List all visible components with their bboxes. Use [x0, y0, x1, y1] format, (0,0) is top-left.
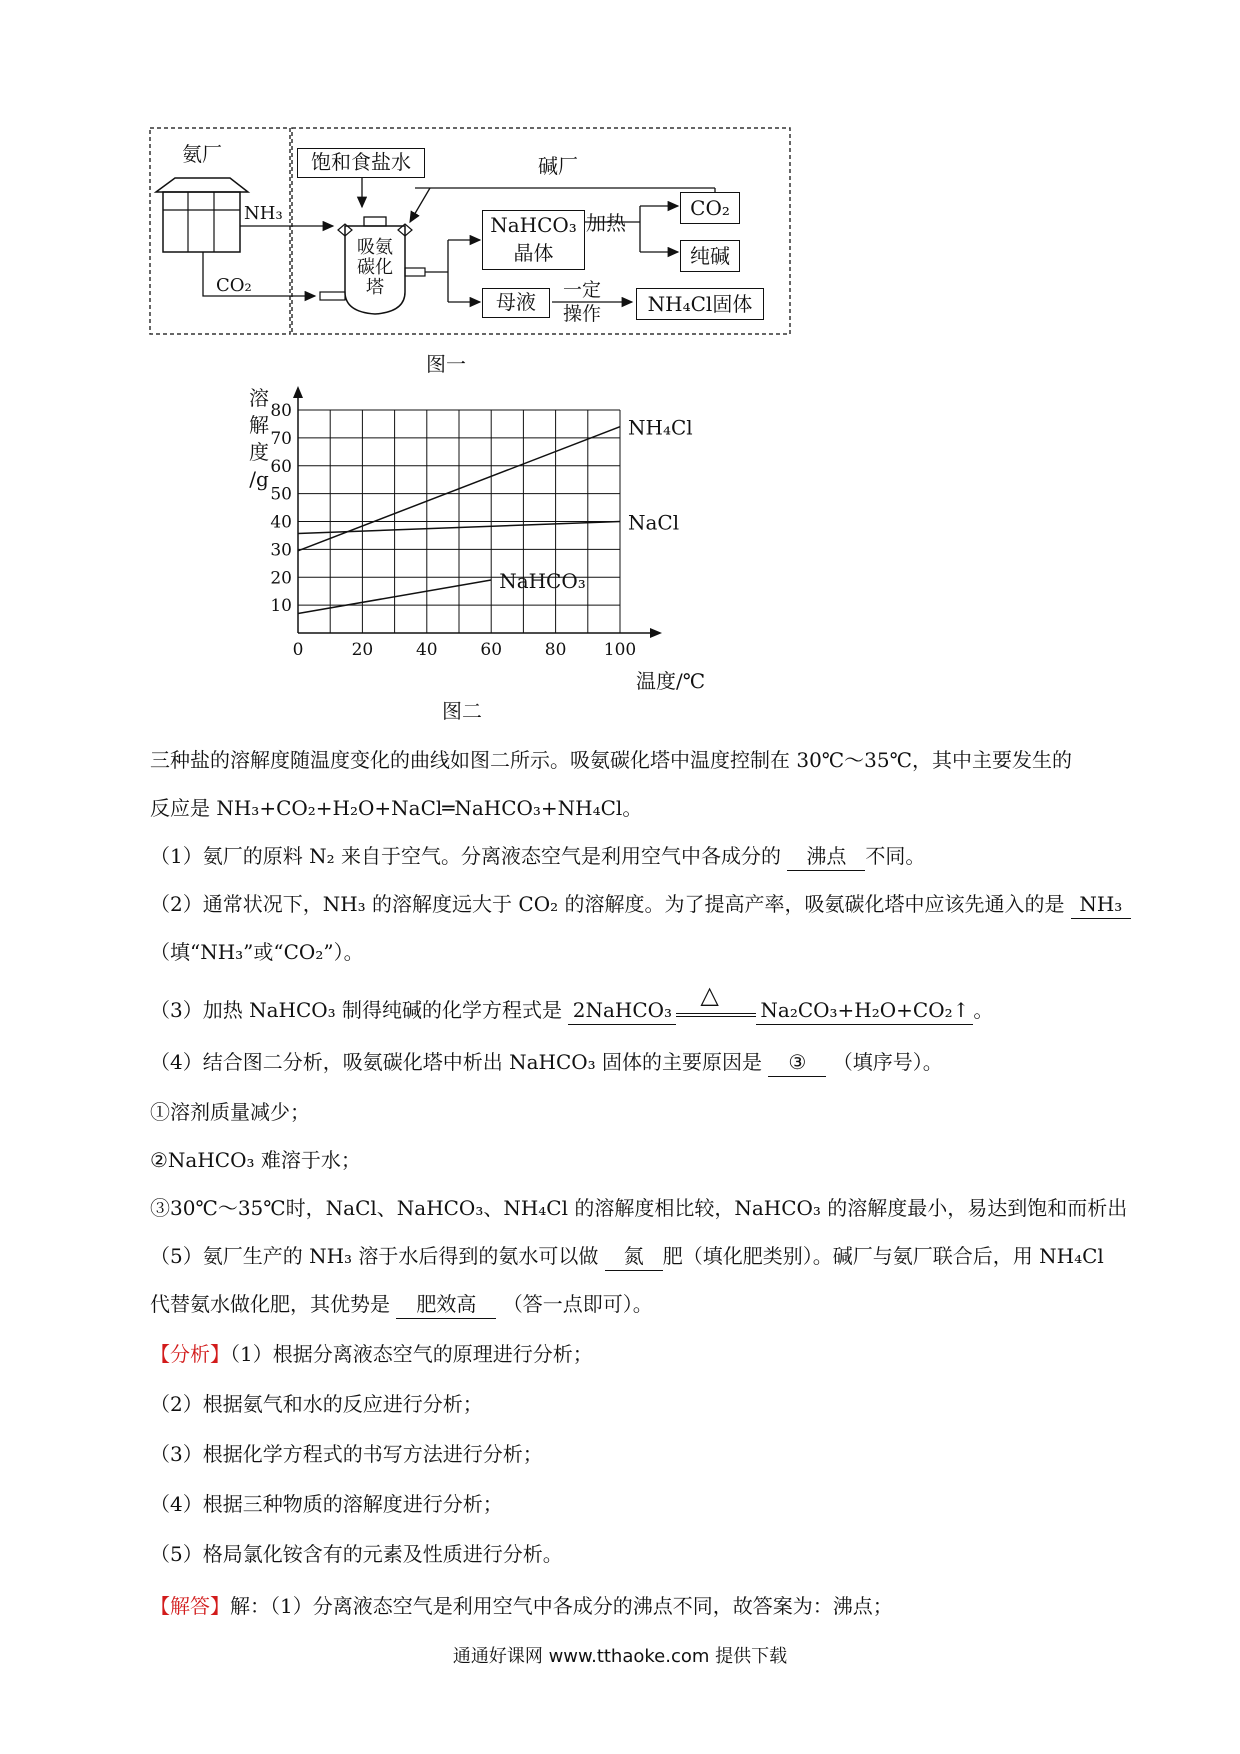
question-4-answer: ③ [768, 1048, 826, 1077]
question-2 [150, 890, 1131, 919]
x-tick-label: 60 [480, 640, 503, 660]
question-5-suffix: 肥（填化肥类别）。碱厂与氨厂联合后，用 NH₄Cl [662, 1244, 1104, 1268]
analysis-tag: 【分析】 [150, 1342, 230, 1366]
x-tick-label: 80 [544, 640, 567, 660]
tower-label-line: 吸氨 [357, 237, 393, 258]
analysis-3: （3）根据化学方程式的书写方法进行分析； [150, 1442, 543, 1466]
soda-plant-label: 碱厂 [538, 154, 578, 178]
operation-label-line: 一定 [562, 279, 601, 301]
nh4cl-solid-box: NH₄Cl固体 [636, 288, 764, 320]
ammonia-plant-label: 氨厂 [182, 142, 222, 166]
x-tick-label: 0 [292, 640, 304, 660]
analysis-1-text: （1）根据分离液态空气的原理进行分析； [230, 1342, 593, 1366]
y-axis-label-char: /g [249, 467, 269, 491]
question-4-text: （4）结合图二分析，吸氨碳化塔中析出 NaHCO₃ 固体的主要原因是 [150, 1050, 763, 1074]
x-axis-label: 温度/℃ [636, 669, 706, 693]
intro-line-2: 反应是 NH₃+CO₂+H₂O+NaCl═NaHCO₃+NH₄Cl。 [150, 796, 643, 820]
question-5-text: （5）氨厂生产的 NH₃ 溶于水后得到的氨水可以做 [150, 1244, 599, 1268]
figure-1 [0, 0, 1240, 380]
mother-liquor-box: 母液 [482, 288, 550, 318]
co2-in-label: CO₂ [216, 275, 252, 296]
question-1 [150, 842, 925, 871]
option-3: ③30℃～35℃时，NaCl、NaHCO₃、NH₄Cl 的溶解度相比较，NaHCO₃ 的溶解度最小，易达到饱和而析出 [150, 1196, 1128, 1220]
y-tick-label: 50 [270, 484, 292, 505]
intro-line-1: 三种盐的溶解度随温度变化的曲线如图二所示。吸氨碳化塔中温度控制在 30℃～35℃，其中主要发生的 [150, 748, 1073, 772]
chart-caption: 图二 [442, 699, 482, 723]
heat-symbol: △ [700, 980, 719, 1009]
question-1-answer: 沸点 [787, 842, 865, 871]
question-3-suffix: 。 [973, 998, 994, 1022]
y-tick-label: 60 [270, 456, 292, 477]
y-tick-label: 80 [270, 401, 292, 421]
nahco3-crystal-box [482, 210, 585, 270]
question-5-line-2 [150, 1290, 653, 1319]
brine-box: 饱和食盐水 [297, 148, 425, 178]
question-3-text: （3）加热 NaHCO₃ 制得纯碱的化学方程式是 [150, 998, 563, 1022]
figure-1-caption: 图一 [426, 352, 466, 376]
question-5-answer: 氮 [605, 1242, 663, 1271]
operation-label-line: 操作 [562, 303, 601, 325]
co2-out-box: CO₂ [680, 192, 740, 224]
option-2: ②NaHCO₃ 难溶于水； [150, 1148, 361, 1172]
x-axis-arrow [650, 628, 662, 638]
series-label: NaHCO₃ [499, 569, 586, 594]
y-tick-label: 20 [270, 568, 292, 589]
option-1: ①溶剂质量减少； [150, 1100, 310, 1124]
analysis-4: （4）根据三种物质的溶解度进行分析； [150, 1492, 503, 1516]
question-4 [150, 1048, 943, 1077]
analysis-2: （2）根据氨气和水的反应进行分析； [150, 1392, 483, 1416]
question-1-text: （1）氨厂的原料 N₂ 来自于空气。分离液态空气是利用空气中各成分的 [150, 844, 781, 868]
y-axis-arrow [293, 386, 303, 398]
y-axis-label-char: 溶 [249, 386, 269, 410]
tower-label [350, 238, 400, 298]
question-1-suffix: 不同。 [865, 844, 926, 868]
analysis-1 [150, 1340, 593, 1368]
y-tick-label: 10 [270, 596, 292, 617]
solubility-chart [230, 365, 730, 725]
y-tick-label: 40 [270, 512, 292, 533]
x-tick-label: 20 [351, 640, 374, 660]
nahco3-crystal-line: 晶体 [513, 241, 554, 265]
y-axis-label-char: 解 [249, 413, 269, 437]
nahco3-crystal-line: NaHCO₃ [490, 213, 577, 237]
tower-label-line: 碳化 [357, 257, 393, 278]
question-5-line-2-suffix: （答一点即可）。 [502, 1292, 653, 1316]
heat-label: 加热 [586, 211, 626, 235]
question-5-line-2-text: 代替氨水做化肥，其优势是 [150, 1292, 390, 1316]
operation-label [556, 278, 608, 326]
question-2-answer: NH₃ [1071, 890, 1131, 919]
solution-1 [150, 1592, 893, 1620]
equation-condition [676, 980, 756, 1017]
x-tick-label: 40 [415, 640, 438, 660]
question-3 [150, 980, 994, 1025]
question-5-answer-2: 肥效高 [396, 1290, 496, 1319]
page-footer: 通通好课网 www.tthaoke.com 提供下载 [452, 1646, 788, 1667]
figure-1-lines [0, 0, 1240, 380]
analysis-5: （5）格局氯化铵含有的元素及性质进行分析。 [150, 1542, 563, 1566]
question-4-suffix: （填序号）。 [832, 1050, 943, 1074]
soda-box: 纯碱 [680, 240, 740, 272]
series-label: NH₄Cl [628, 415, 693, 440]
question-2-text: （2）通常状况下，NH₃ 的溶解度远大于 CO₂ 的溶解度。为了提高产率，吸氨碳化塔中应该先通入的是 [150, 892, 1065, 916]
question-3-answer-left: 2NaHCO₃ [568, 996, 676, 1025]
nh3-label: NH₃ [244, 203, 283, 224]
y-tick-label: 30 [270, 540, 292, 561]
series-label: NaCl [628, 510, 680, 535]
y-axis-label-char: 度 [249, 440, 269, 464]
question-3-answer-right: Na₂CO₃+H₂O+CO₂↑ [756, 996, 973, 1025]
question-2-line-2: （填“NH₃”或“CO₂”）。 [150, 940, 364, 964]
y-tick-label: 70 [270, 428, 292, 449]
answer-tag: 【解答】 [150, 1594, 230, 1618]
x-tick-label: 100 [603, 640, 637, 660]
solution-1-text: 解：（1）分离液态空气是利用空气中各成分的沸点不同，故答案为：沸点； [230, 1594, 893, 1618]
question-5 [150, 1242, 1104, 1271]
chart-plot [230, 365, 730, 685]
tower-label-line: 塔 [366, 277, 384, 298]
